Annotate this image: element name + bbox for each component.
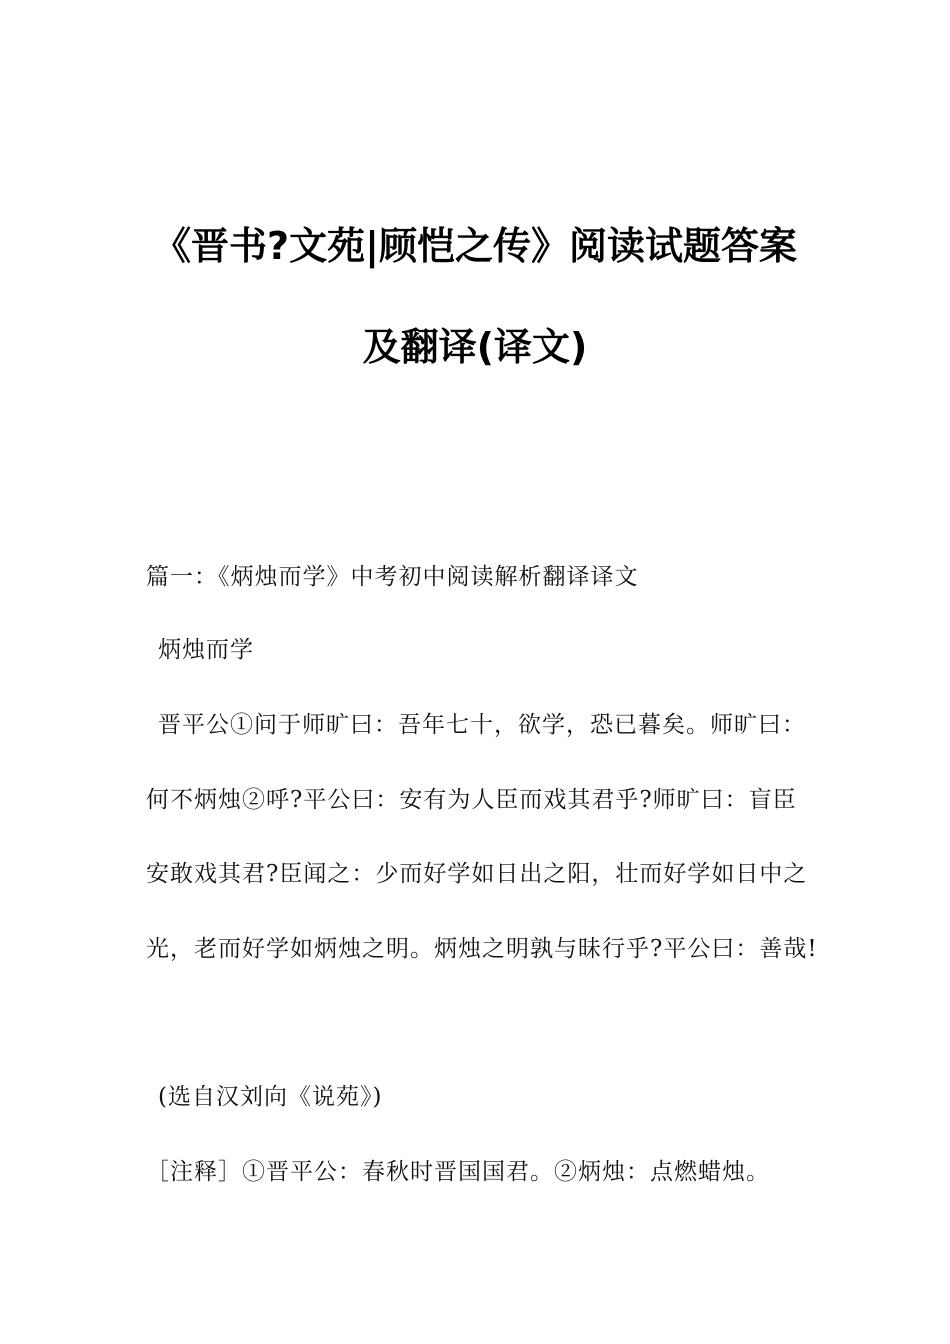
source-citation: (选自汉刘向《说苑》) (158, 1084, 383, 1110)
section-heading: 篇一：《炳烛而学》中考初中阅读解析翻译译文 (146, 564, 639, 590)
paragraph-line: 何不炳烛②呼?平公曰：安有为人臣而戏其君乎?师旷曰：盲臣 (146, 787, 797, 813)
passage-title: 炳烛而学 (158, 637, 254, 663)
paragraph-line: 光，老而好学如炳烛之明。炳烛之明孰与昧行乎?平公曰：善哉! (146, 936, 818, 962)
document-title-line-1: 《晋书?文苑|顾恺之传》阅读试题答案 (153, 224, 797, 268)
document-title-line-2: 及翻译(译文) (362, 325, 588, 369)
paragraph-line: 安敢戏其君?臣闻之：少而好学如日出之阳，壮而好学如日中之 (146, 861, 808, 887)
annotation-notes: ［注释］①晋平公：春秋时晋国国君。②炳烛：点燃蜡烛。 (146, 1159, 770, 1185)
paragraph-line: 晋平公①问于师旷曰：吾年七十，欲学，恐已暮矣。师旷曰： (158, 712, 806, 738)
